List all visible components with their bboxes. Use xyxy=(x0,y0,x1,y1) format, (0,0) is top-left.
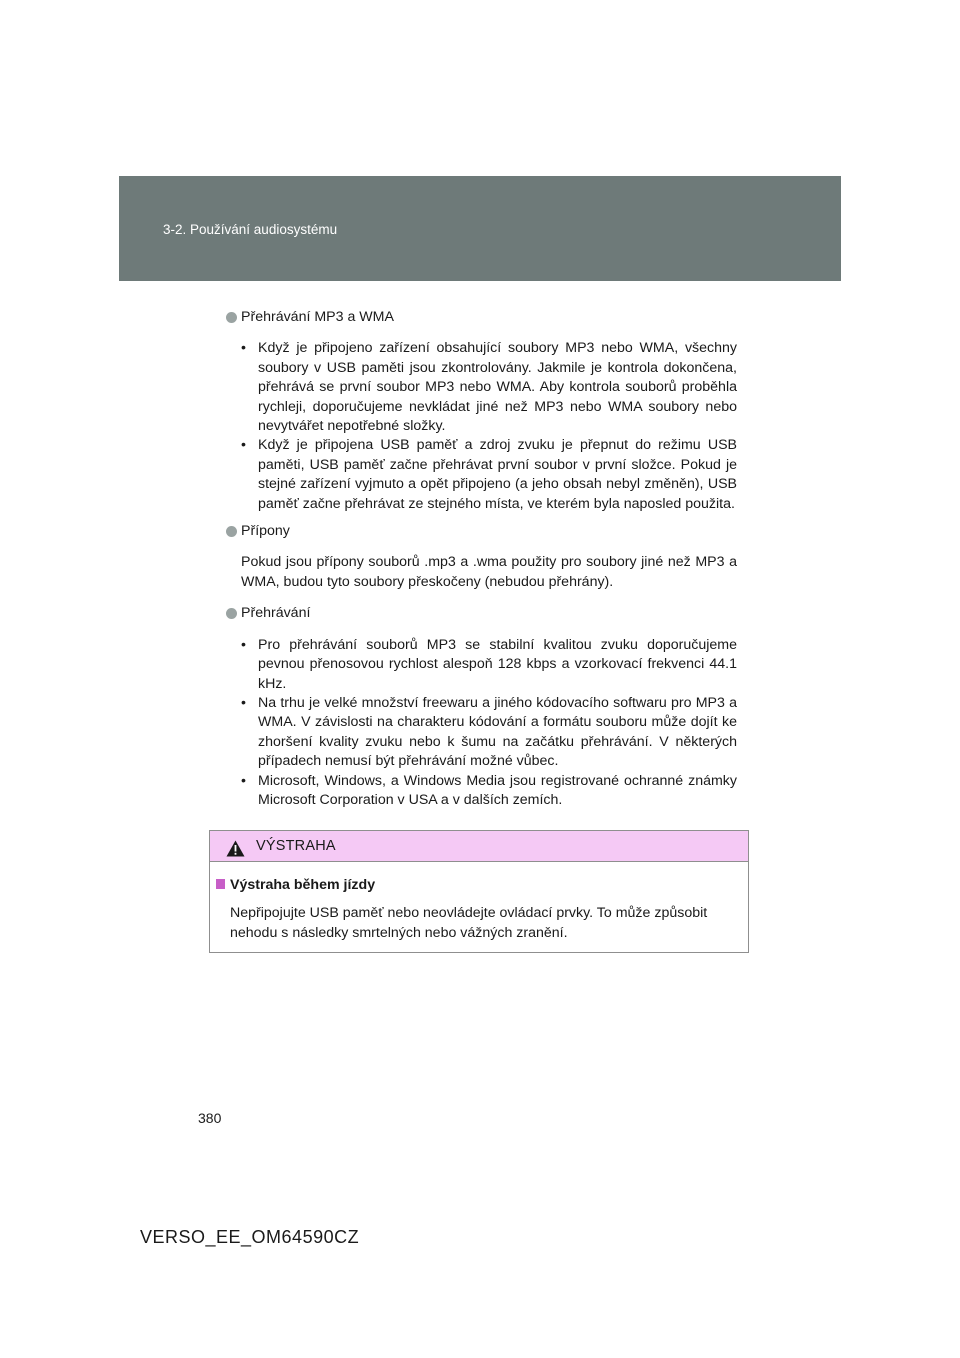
bullet-list xyxy=(225,636,737,811)
section-title: 3-2. Používání audiosystému xyxy=(163,222,338,237)
list-item-text: Když je připojeno zařízení obsahující soubory MP3 nebo WMA, všechny soubory v USB paměti jsou zkontrolovány. Jakmile je kontrola dokončena, přehrává se první soubor MP3 nebo WMA. Aby kontrola souborů proběhla rychleji, doporučujeme nevkládat jiné než MP3 nebo WMA soubory nebo nevytvářet nepotřebné složky. xyxy=(258,340,737,435)
topic-heading xyxy=(225,604,737,623)
bullet-mark: • xyxy=(241,340,246,357)
list-item xyxy=(241,339,737,436)
list-item-text: Na trhu je velké množství freewaru a jiného kódovacího softwaru pro MP3 a WMA. V závislosti na charakteru kódování a formátu souboru může dojít ke zhoršení kvality zvuku nebo k šumu na začátku přehrávání. V některých případech nemusí být přehrávání možné vůbec. xyxy=(258,694,737,770)
bullet-mark: • xyxy=(241,694,246,711)
square-bullet-icon xyxy=(216,879,225,889)
list-item xyxy=(241,694,737,772)
topic-title: Přípony xyxy=(241,523,290,540)
topic-title: Přehrávání MP3 a WMA xyxy=(241,309,394,325)
circle-bullet-icon xyxy=(226,312,237,323)
topic-heading xyxy=(225,522,737,541)
warning-header xyxy=(210,831,748,862)
circle-bullet-icon xyxy=(226,526,237,537)
header-band xyxy=(119,176,841,281)
warning-triangle-icon xyxy=(226,840,245,857)
circle-bullet-icon xyxy=(226,608,237,619)
warning-box xyxy=(209,830,749,953)
list-item xyxy=(241,772,737,811)
topic-heading xyxy=(225,308,737,327)
list-item-text: Když je připojena USB paměť a zdroj zvuku je přepnut do režimu USB paměti, USB paměť začne přehrávat první soubor v první složce. Pokud je stejné zařízení vyjmuto a opět připojeno (a jeho obsah nebyl změněn), USB paměť začne přehrávat ze stejného místa, ve kterém byla naposled použita. xyxy=(258,437,737,512)
list-item xyxy=(241,636,737,694)
list-item-text: Pro přehrávání souborů MP3 se stabilní kvalitou zvuku doporučujeme pevnou přenosovou rychlost alespoň 128 kbps a vzorkovací frekvenci 44.1 kHz. xyxy=(258,636,737,692)
bullet-list xyxy=(225,339,737,514)
topic-title: Přehrávání xyxy=(241,605,311,622)
warning-body xyxy=(216,875,746,943)
document-code: VERSO_EE_OM64590CZ xyxy=(140,1227,360,1247)
list-item-text: Microsoft, Windows, a Windows Media jsou registrované ochranné známky Microsoft Corporation v USA a v dalších zemích. xyxy=(258,772,737,808)
main-content xyxy=(225,308,737,810)
list-item xyxy=(241,436,737,514)
warning-subtitle xyxy=(216,875,746,895)
topic-paragraph: Pokud jsou přípony souborů .mp3 a .wma použity pro soubory jiné než MP3 a WMA, budou tyto soubory přeskočeny (nebudou přehrány). xyxy=(241,554,737,590)
bullet-mark: • xyxy=(241,437,246,454)
bullet-mark: • xyxy=(241,636,246,653)
page-number: 380 xyxy=(198,1110,222,1126)
warning-text: Nepřipojujte USB paměť nebo neovládejte ovládací prvky. To může způsobit nehodu s následky smrtelných nebo vážných zranění. xyxy=(230,905,708,941)
bullet-mark: • xyxy=(241,772,246,789)
warning-title: VÝSTRAHA xyxy=(256,838,336,854)
warning-subtitle-text: Výstraha během jízdy xyxy=(230,877,376,893)
